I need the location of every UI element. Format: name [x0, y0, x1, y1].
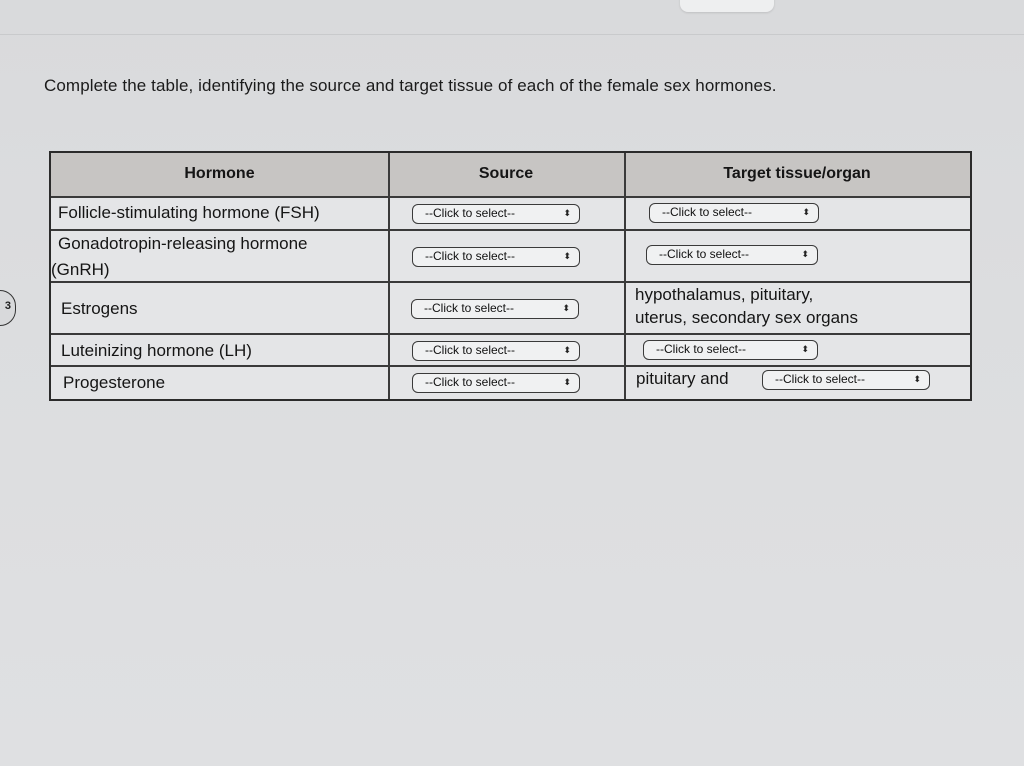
fsh-target-select[interactable] — [649, 203, 819, 223]
question-text: Complete the table, identifying the source and target tissue of each of the female sex hormones. — [44, 76, 777, 95]
row-divider — [51, 229, 970, 231]
hormone-gnrh-line1: Gonadotropin-releasing hormone — [58, 234, 308, 253]
select-label: --Click to select-- — [656, 342, 747, 356]
select-arrows-icon: ⬍ — [563, 377, 571, 387]
progesterone-target-select[interactable] — [762, 370, 930, 390]
hormone-estrogens: Estrogens — [61, 299, 138, 318]
select-arrows-icon: ⬍ — [563, 345, 571, 355]
progesterone-source-select[interactable] — [412, 373, 580, 393]
select-arrows-icon: ⬍ — [563, 251, 571, 261]
gnrh-target-select[interactable] — [646, 245, 818, 265]
lh-target-select[interactable] — [643, 340, 818, 360]
side-nav-marker[interactable] — [0, 290, 16, 326]
hormone-gnrh-line2: (GnRH) — [51, 260, 110, 279]
gnrh-source-select[interactable] — [412, 247, 580, 267]
select-arrows-icon: ⬍ — [562, 303, 570, 313]
select-label: --Click to select-- — [425, 375, 516, 389]
top-tab — [680, 0, 774, 12]
lh-source-select[interactable] — [412, 341, 580, 361]
select-label: --Click to select-- — [662, 205, 753, 219]
estrogens-target-line2: uterus, secondary sex organs — [635, 308, 859, 327]
estrogens-target-line1: hypothalamus, pituitary, — [635, 285, 814, 304]
select-arrows-icon: ⬍ — [802, 207, 810, 217]
select-label: --Click to select-- — [425, 343, 516, 357]
select-arrows-icon: ⬍ — [913, 374, 921, 384]
select-label: --Click to select-- — [659, 247, 750, 261]
header-target: Target tissue/organ — [723, 165, 871, 182]
progesterone-target-prefix: pituitary and — [636, 369, 729, 388]
hormone-lh: Luteinizing hormone (LH) — [61, 341, 252, 360]
row-divider — [51, 365, 970, 367]
hormone-progesterone: Progesterone — [63, 373, 166, 392]
select-label: --Click to select-- — [775, 372, 866, 386]
column-divider — [624, 153, 626, 399]
column-divider — [388, 153, 390, 399]
select-label: --Click to select-- — [424, 301, 515, 315]
row-divider — [51, 333, 970, 335]
hormone-fsh: Follicle-stimulating hormone (FSH) — [58, 203, 320, 222]
top-divider — [0, 34, 1024, 35]
select-arrows-icon: ⬍ — [801, 344, 809, 354]
header-source: Source — [478, 165, 534, 182]
table-frame — [49, 151, 972, 401]
row-divider — [51, 196, 970, 198]
select-label: --Click to select-- — [425, 249, 516, 263]
select-arrows-icon: ⬍ — [801, 249, 809, 259]
row-divider — [51, 281, 970, 283]
select-arrows-icon: ⬍ — [563, 208, 571, 218]
estrogens-source-select[interactable] — [411, 299, 579, 319]
select-label: --Click to select-- — [425, 206, 516, 220]
side-marker-label: 3 — [4, 300, 11, 312]
hormone-table — [49, 151, 972, 400]
fsh-source-select[interactable] — [412, 204, 580, 224]
header-hormone: Hormone — [184, 165, 255, 182]
